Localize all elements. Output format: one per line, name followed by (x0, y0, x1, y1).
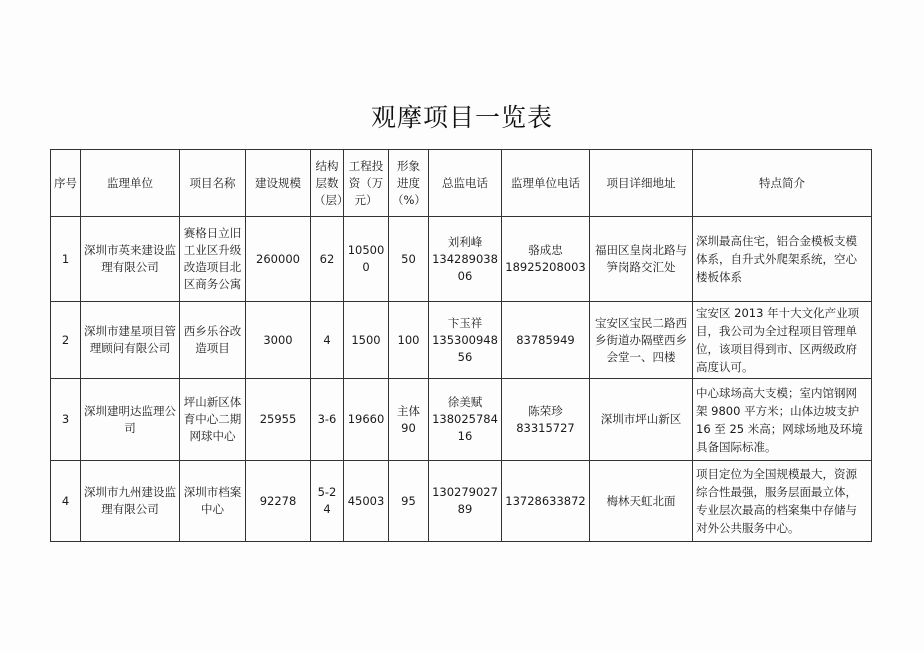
unit-phone: 83785949 (516, 332, 575, 347)
cell-address: 宝安区宝民二路西乡街道办隔壁西乡会堂一、四楼 (590, 302, 693, 379)
cell-project: 赛格日立旧工业区升级改造项目北区商务公寓 (180, 217, 246, 302)
cell-chief-contact (429, 379, 502, 461)
table-row (51, 461, 872, 542)
project-table (50, 149, 872, 542)
cell-address: 深圳市坪山新区 (590, 379, 693, 461)
cell-seq: 1 (51, 217, 81, 302)
cell-project: 坪山新区体育中心二期网球中心 (180, 379, 246, 461)
cell-invest: 105000 (344, 217, 389, 302)
page-title: 观摩项目一览表 (370, 103, 553, 132)
table-row (51, 379, 872, 461)
table-row (51, 302, 872, 379)
cell-invest: 19660 (344, 379, 389, 461)
header-unit-phone: 监理单位电话 (502, 150, 590, 217)
cell-project: 西乡乐谷改造项目 (180, 302, 246, 379)
header-seq: 序号 (51, 150, 81, 217)
cell-unit-contact (502, 379, 590, 461)
header-floors: 结构层数（层） (311, 150, 344, 217)
cell-progress: 95 (389, 461, 429, 542)
cell-unit-contact (502, 461, 590, 542)
chief-phone: 13428903806 (432, 251, 498, 283)
cell-invest: 1500 (344, 302, 389, 379)
cell-floors: 3-6 (311, 379, 344, 461)
chief-name: 刘利峰 (447, 234, 483, 249)
cell-supervisor: 深圳建明达监理公司 (81, 379, 180, 461)
unit-phone: 18925208003 (505, 260, 586, 274)
cell-features: 深圳最高住宅，铝合金模板支模体系，自升式外爬架系统，空心楼板体系 (693, 217, 872, 302)
cell-invest: 45003 (344, 461, 389, 542)
header-address: 项目详细地址 (590, 150, 693, 217)
cell-floors: 5-24 (311, 461, 344, 542)
header-scale: 建设规模 (246, 150, 311, 217)
cell-features: 中心球场高大支模；室内馆钢网架 9800 平方米；山体边坡支护 16 至 25 米高；网球场地及环境具备国际标准。 (693, 379, 872, 461)
cell-progress: 主体 90 (389, 379, 429, 461)
cell-supervisor: 深圳市九州建设监理有限公司 (81, 461, 180, 542)
chief-phone: 13802578416 (432, 412, 498, 443)
header-row (51, 150, 872, 217)
cell-progress: 50 (389, 217, 429, 302)
header-supervisor: 监理单位 (81, 150, 180, 217)
chief-name: 卞玉祥 (447, 315, 483, 330)
unit-phone: 83315727 (516, 420, 575, 435)
cell-address: 福田区皇岗北路与笋岗路交汇处 (590, 217, 693, 302)
cell-progress: 100 (389, 302, 429, 379)
table-row (51, 217, 872, 302)
header-invest: 工程投资（万元） (344, 150, 389, 217)
chief-phone: 13027902789 (432, 485, 498, 516)
cell-seq: 4 (51, 461, 81, 542)
chief-name: 徐美赋 (447, 395, 483, 409)
cell-unit-contact (502, 302, 590, 379)
header-features: 特点简介 (693, 150, 872, 217)
cell-supervisor: 深圳市建星项目管理顾问有限公司 (81, 302, 180, 379)
cell-scale: 92278 (246, 461, 311, 542)
cell-features: 项目定位为全国规模最大，资源综合性最强，服务层面最立体，专业层次最高的档案集中存储与对外公共服务中心。 (693, 461, 872, 542)
header-project: 项目名称 (180, 150, 246, 217)
unit-name: 骆成忠 (528, 243, 563, 257)
cell-seq: 2 (51, 302, 81, 379)
cell-scale: 260000 (246, 217, 311, 302)
cell-supervisor: 深圳市英来建设监理有限公司 (81, 217, 180, 302)
cell-scale: 3000 (246, 302, 311, 379)
cell-unit-contact (502, 217, 590, 302)
header-chief-phone: 总监电话 (429, 150, 502, 217)
cell-chief-contact (429, 461, 502, 542)
cell-floors: 4 (311, 302, 344, 379)
header-progress: 形象进度（%） (389, 150, 429, 217)
cell-chief-contact (429, 302, 502, 379)
unit-name: 陈荣珍 (528, 403, 563, 418)
cell-project: 深圳市档案中心 (180, 461, 246, 542)
cell-address: 梅林天虹北面 (590, 461, 693, 542)
cell-floors: 62 (311, 217, 344, 302)
cell-features: 宝安区 2013 年十大文化产业项目，我公司为全过程项目管理单位，该项目得到市、区两级政府高度认可。 (693, 302, 872, 379)
cell-chief-contact (429, 217, 502, 302)
chief-phone: 13530094856 (432, 332, 498, 364)
unit-phone: 13728633872 (505, 493, 586, 508)
cell-seq: 3 (51, 379, 81, 461)
cell-scale: 25955 (246, 379, 311, 461)
